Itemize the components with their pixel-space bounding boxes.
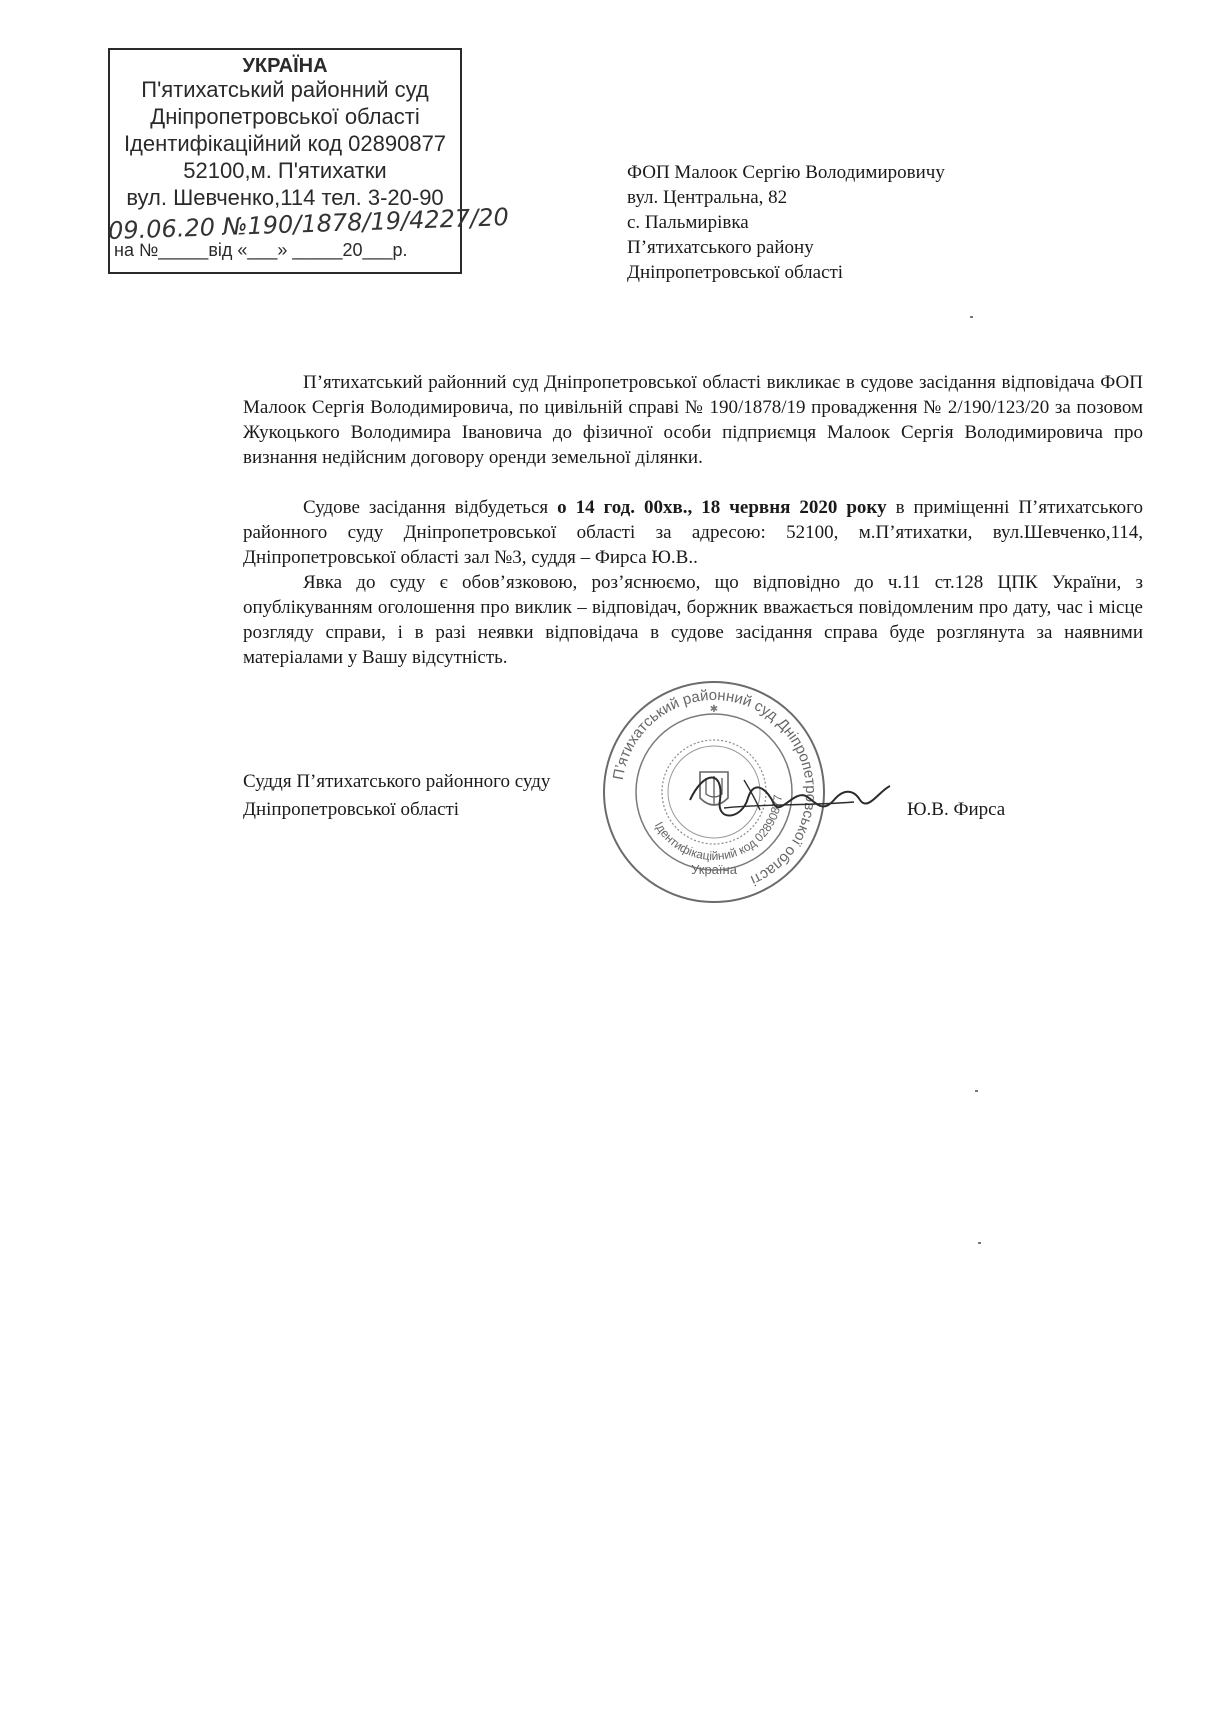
addressee-region: Дніпропетровської області bbox=[627, 262, 844, 283]
stamp-street-phone: вул. Шевченко,114 тел. 3-20-90 bbox=[126, 185, 444, 210]
hearing-text-before: Судове засідання відбудеться bbox=[303, 497, 558, 518]
addressee-village: с. Пальмирівка bbox=[627, 212, 749, 233]
judge-name: Ю.В. Фирса bbox=[907, 799, 1006, 820]
scan-speck bbox=[975, 1090, 978, 1092]
stamp-postal-city: 52100,м. П'ятихатки bbox=[183, 158, 387, 183]
paragraph-hearing-time bbox=[243, 495, 1143, 570]
addressee-name: ФОП Малоок Сергію Володимировичу bbox=[627, 162, 945, 183]
stamp-blank-line: на №_____від «___» _____20___р. bbox=[114, 240, 408, 260]
stamp-region: Дніпропетровської області bbox=[150, 104, 420, 129]
stamp-id-code: Ідентифікаційний код 02890877 bbox=[123, 131, 447, 156]
scan-speck bbox=[978, 1242, 981, 1244]
stamp-handwritten-ref: 09.06.20 №190/1878/19/4227/20 bbox=[107, 203, 510, 245]
seal-star-icon: ✱ bbox=[709, 704, 719, 715]
signature-position: Суддя П’ятихатського районного суду bbox=[243, 771, 551, 792]
hearing-datetime: о 14 год. 00хв., 18 червня 2020 року bbox=[557, 497, 887, 518]
seal-bottom-text: Україна bbox=[691, 862, 737, 877]
corner-stamp bbox=[107, 48, 510, 274]
paragraph-summons bbox=[243, 370, 1143, 470]
signature-region: Дніпропетровської області bbox=[243, 799, 460, 820]
addressee-district: П’ятихатського району bbox=[627, 237, 814, 258]
seal-outer-text: П’ятихатський районний суд Дніпропетровської області bbox=[609, 686, 820, 889]
stamp-court-name: П'ятихатський районний суд bbox=[141, 77, 429, 102]
paragraph-attendance bbox=[243, 570, 1143, 670]
scan-speck bbox=[970, 316, 973, 318]
paragraph-summons-text: П’ятихатський районний суд Дніпропетровської області викликає в судове засідання відповідача ФОП Малоок Сергія Володимировича, по цивільній справі № 190/1878/19 провадження № 2/190/123/20 за позовом Жукоцького Володимира Івановича до фізичної особи підприємця Малоок Сергія Володимировича про визнання недійсним договору оренди земельної ділянки. bbox=[243, 372, 1143, 468]
addressee-street: вул. Центральна, 82 bbox=[627, 187, 788, 208]
stamp-country: УКРАЇНА bbox=[242, 55, 328, 77]
seal-inner-text: Ідентифікаційний код 02890877 bbox=[651, 794, 785, 864]
hearing-text-after: в приміщенні П’ятихатського районного суду Дніпропетровської області за адресою: 52100, м.П’ятихатки, вул.Шевченко,114, Дніпропетровської області зал №3, суддя – Фирса Ю.В.. bbox=[243, 497, 1143, 568]
judge-signature bbox=[684, 760, 894, 830]
signature-label bbox=[243, 768, 550, 824]
addressee-block bbox=[627, 160, 945, 285]
attendance-text: Явка до суду є обов’язковою, роз’яснюємо, що відповідно до ч.11 ст.128 ЦПК України, з опублікуванням оголошення про виклик – відповідач, боржник вважається повідомленим про дату, час і місце розгляду справи, і в разі неявки відповідача в судове засідання справа буде розглянута за наявними матеріалами у Вашу відсутність. bbox=[243, 572, 1143, 668]
